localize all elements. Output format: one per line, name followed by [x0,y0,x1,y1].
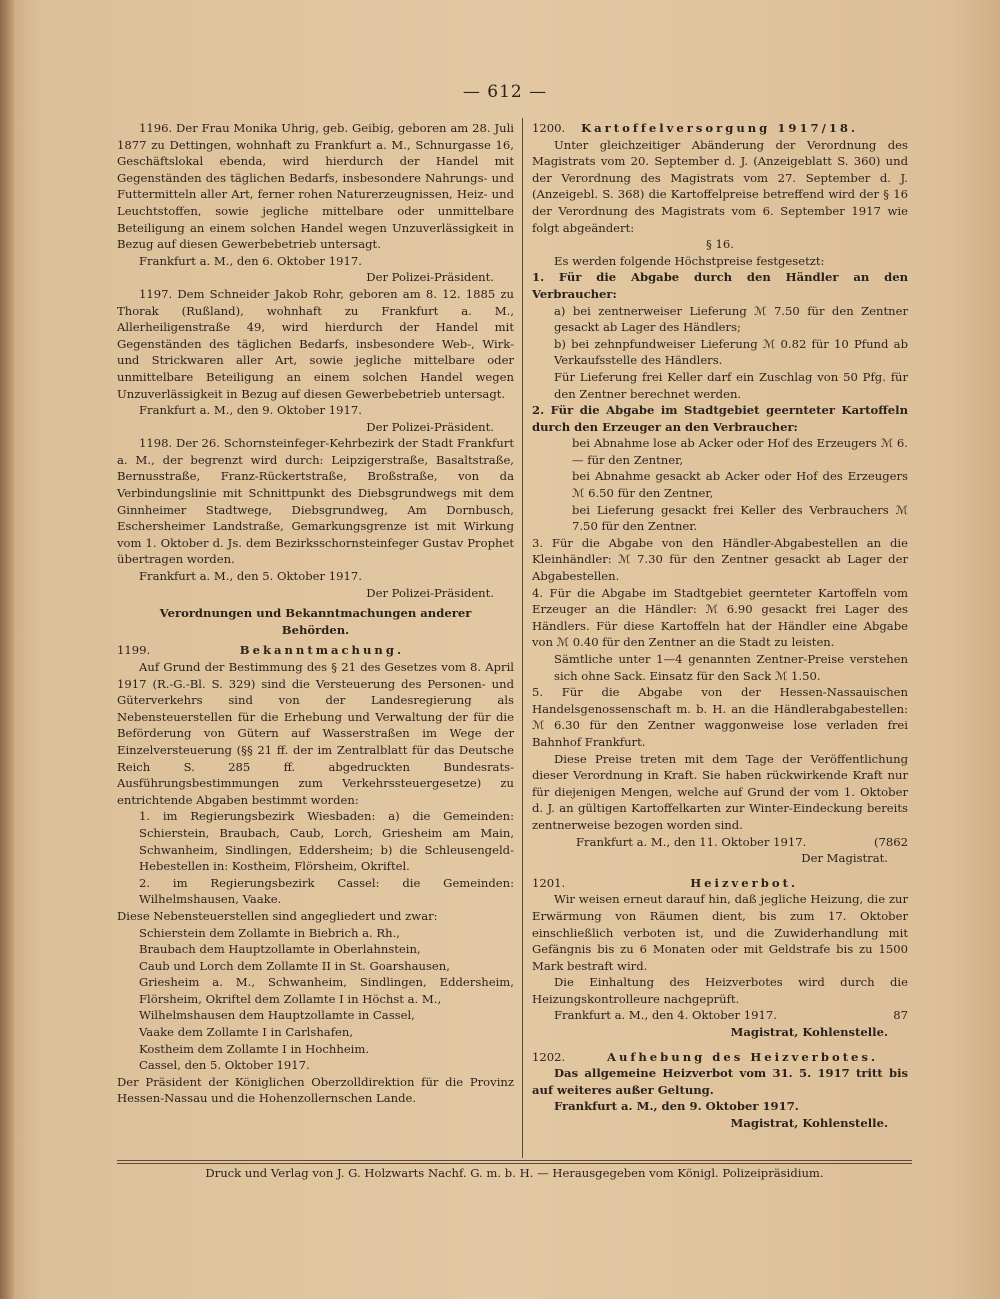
footer-rule-2 [117,1163,912,1164]
notice-1196: 1196. Der Frau Monika Uhrig, geb. Geibig, geboren am 28. Juli 1877 zu Dettingen, wohnhaft zu Frankfurt a. M., Schnurgasse 16, Geschäftslokal ebenda, wird hierdurch der Handel mit Gegenständen des täglichen Bedarfs, insbesondere Nahrungs- und Futtermitteln aller Art, ferner rohen Naturerzeugnissen, Heiz- und Leuchtstoffen, sowie jegliche mittelbare oder unmittelbare Beteiligung an einem solchen Handel wegen Unzuverlässigkeit in Bezug auf diesen Gewerbebetrieb untersagt. [117,121,514,252]
notice-1202-header [532,1049,908,1066]
price-item-2b: bei Abnahme gesackt ab Acker oder Hof des Erzeugers ℳ 6.50 für den Zentner, [572,469,908,501]
notice-1200-number: 1200. [532,121,566,135]
notice-1199-header [117,642,514,659]
notice-1201-header [532,875,908,892]
notice-1196-date: Frankfurt a. M., den 6. Oktober 1917. [139,253,362,268]
notice-1199-list-1: 1. im Regierungsbezirk Wiesbaden: a) die Gemeinden: Schierstein, Braubach, Caub, Lorch, Griesheim am Main, Schwanheim, Sindlingen, Eddersheim; b) die Schleusengeld-Hebestellen in: Kostheim, Flörsheim, Okriftel. [139,809,514,874]
notice-1200-signature: Der Magistrat. [801,851,888,866]
price-item-2a: bei Abnahme lose ab Acker oder Hof des Erzeugers ℳ 6.— für den Zentner, [572,436,908,467]
notice-1199-date: Cassel, den 5. Oktober 1917. [139,1058,310,1073]
price-item-5: 5. Für die Abgabe von der Hessen-Nassauischen Handelsgenossenschaft m. b. H. an die Händlerabgabestellen: ℳ 6.30 für den Zentner waggonweise lose verladen frei Bahnhof Frankfurt. [532,685,908,749]
notice-1202-signature: Magistrat, Kohlenstelle. [730,1116,888,1131]
price-item-2: 2. Für die Abgabe im Stadtgebiet geernteter Kartoffeln durch den Erzeuger an den Verbraucher: [532,403,908,434]
price-item-2c: bei Lieferung gesackt frei Keller des Verbrauchers ℳ 7.50 für den Zentner. [572,502,908,534]
price-intro: Es werden folgende Höchstpreise festgesetzt: [554,253,825,268]
notice-1201-signature: Magistrat, Kohlenstelle. [730,1025,888,1040]
notice-1201-number: 1201. [532,875,566,890]
notice-1202-title: Aufhebung des Heizverbotes. [606,1049,878,1064]
notice-1199-assign-6: Vaake dem Zollamte I in Carlshafen, [139,1025,354,1040]
notice-1198: 1198. Der 26. Schornsteinfeger-Kehrbezirk der Stadt Frankfurt a. M., der begrenzt wird durch: Leipzigerstraße, Basaltstraße, Bernusstraße, Franz-Rückertstraße, Broßstraße, von da Verbindungslinie mit Schnittpunkt des Diebsgrundwegs mit dem Ginnheimer Stadtwege, Diebsgrundweg, Am Dornbusch, Eschersheimer Landstraße, Gemarkungsgrenze ist mit Wirkung vom 1. Oktober d. Js. dem Bezirksschornsteinfeger Gustav Prophet übertragen worden. [117,436,514,567]
price-item-3: 3. Für die Abgabe von den Händler-Abgabestellen an die Kleinhändler: ℳ 7.30 für den Zentner gesackt ab Lager der Abgabestellen. [532,535,908,584]
page-number: — 612 — [462,82,548,102]
notice-1201-body-2: Die Einhaltung des Heizverbotes wird durch die Heizungskontrolleure nachgeprüft. [532,975,908,1006]
notice-1199-assign-2: Braubach dem Hauptzollamte in Oberlahnstein, [139,942,421,957]
notice-1196-signature: Der Polizei-Präsident. [366,270,494,285]
notice-1199-assign-7: Kostheim dem Zollamte I in Hochheim. [139,1041,370,1056]
notice-1197-signature: Der Polizei-Präsident. [366,419,494,434]
section-heading: Verordnungen und Bekanntmachungen anderer Behörden. [159,606,472,637]
notice-1200-date-row [532,834,908,851]
column-divider [522,118,523,1158]
paragraph-16: § 16. [706,237,734,252]
notice-1199-list-2: 2. im Regierungsbezirk Cassel: die Gemeinden: Wilhelmshausen, Vaake. [139,875,514,907]
binding-edge [0,0,14,1299]
price-item-4: 4. Für die Abgabe im Stadtgebiet geernteter Kartoffeln vom Erzeuger an die Händler: ℳ 6.90 gesackt frei Lager des Händlers. Für diese Kartoffeln hat der Händler eine Abgabe von ℳ 0.40 für den Zentner an die Stadt zu leisten. [532,585,908,650]
price-effective: Diese Preise treten mit dem Tage der Veröffentlichung dieser Verordnung in Kraft. Sie haben rückwirkende Kraft nur für diejenigen Mengen, welche auf Grund der vom 1. Oktober d. J. an gültigen Kartoffelkarten zur Winter-Eindeckung bereits zentnerweise bezogen worden sind. [532,751,908,832]
notice-1197-date: Frankfurt a. M., den 9. Oktober 1917. [139,403,362,418]
notice-1200-ref: (7862 [873,834,908,849]
notice-1198-signature: Der Polizei-Präsident. [366,585,494,600]
notice-1198-date: Frankfurt a. M., den 5. Oktober 1917. [139,569,362,584]
notice-1199-body: Auf Grund der Bestimmung des § 21 des Gesetzes vom 8. April 1917 (R.-G.-Bl. S. 329) sind die Versteuerung des Personen- und Güterverkehrs sind von der Landesregierung als Nebensteuerstellen für die Erhebung und Verwaltung der für die Beförderung von Gütern auf Wasserstraßen im Wege der Einzelversteuerung (§§ 21 ff. der im Zentralblatt für das Deutsche Reich S. 285 ff. abgedruckten Bundesrats-Ausführungsbestimmungen zum Verkehrssteuergesetze) zu entrichtende Abgaben bestimmt worden: [117,660,514,807]
notice-1200-title: Kartoffelversorgung 1917/18. [581,121,858,135]
notice-1202-date: Frankfurt a. M., den 9. Oktober 1917. [554,1099,799,1114]
notice-1199-signature: Der Präsident der Königlichen Oberzolldirektion für die Provinz Hessen-Nassau und die Hohenzollernschen Lande. [117,1074,514,1106]
notice-1199-mid: Diese Nebensteuerstellen sind angegliedert und zwar: [117,908,438,923]
notice-1199-assign-5: Wilhelmshausen dem Hauptzollamte in Cassel, [139,1008,415,1023]
price-item-1: 1. Für die Abgabe durch den Händler an den Verbraucher: [532,270,908,301]
footer-rule [117,1160,912,1161]
notice-1201-title: Heizverbot. [690,875,798,890]
notice-1201-date-row [532,1007,908,1024]
notice-1201-date: Frankfurt a. M., den 4. Oktober 1917. [554,1008,777,1023]
notice-1200-intro: Unter gleichzeitiger Abänderung der Verordnung des Magistrats vom 20. September d. J. (Anzeigeblatt S. 360) und der Verordnung des Magistrats vom 27. September d. J. (Anzeigebl. S. 368) die Kartoffelpreise betreffend wird der § 16 der Verordnung des Magistrats vom 6. September 1917 wie folgt abgeändert: [532,137,908,235]
notice-1197: 1197. Dem Schneider Jakob Rohr, geboren am 8. 12. 1885 zu Thorak (Rußland), wohnhaft zu Frankfurt a. M., Allerheiligenstraße 49, wird hierdurch der Handel mit Gegenständen des täglichen Bedarfs, insbesondere Web-, Wirk- und Strickwaren aller Art, sowie jegliche mittelbare oder unmittelbare Beteiligung an einem solchen Handel wegen Unzuverlässigkeit in Bezug auf diesen Gewerbebetrieb untersagt. [117,286,514,401]
notice-1201-ref: 87 [893,1008,908,1023]
notice-1200-date: Frankfurt a. M., den 11. Oktober 1917. [576,834,807,849]
notice-1202-body: Das allgemeine Heizverbot vom 31. 5. 1917 tritt bis auf weiteres außer Geltung. [532,1066,908,1097]
right-column [532,120,908,1132]
price-item-1a: a) bei zentnerweiser Lieferung ℳ 7.50 für den Zentner gesackt ab Lager des Händlers; [554,303,908,335]
price-item-1c: Für Lieferung frei Keller darf ein Zuschlag von 50 Pfg. für den Zentner berechnet werden. [554,369,908,401]
notice-1202-number: 1202. [532,1049,566,1064]
notice-1199-assign-3: Caub und Lorch dem Zollamte II in St. Goarshausen, [139,958,450,973]
notice-1199-title: Bekanntmachung. [239,643,404,658]
notice-1200-header [532,120,908,137]
notice-1199-assign-4: Griesheim a. M., Schwanheim, Sindlingen, Eddersheim, Flörsheim, Okriftel dem Zollamte I in Höchst a. M., [139,975,514,1006]
imprint-footer: Druck und Verlag von J. G. Holzwarts Nachf. G. m. b. H. — Herausgegeben vom Königl. Polizeipräsidium. [205,1166,824,1180]
left-column [117,120,514,1107]
price-item-4b: Sämtliche unter 1—4 genannten Zentner-Preise verstehen sich ohne Sack. Einsatz für den Sack ℳ 1.50. [554,652,908,683]
price-item-1b: b) bei zehnpfundweiser Lieferung ℳ 0.82 für 10 Pfund ab Verkaufsstelle des Händlers. [554,336,908,368]
notice-1199-number: 1199. [117,643,151,658]
notice-1199-assign-1: Schierstein dem Zollamte in Biebrich a. Rh., [139,925,400,940]
notice-1201-body: Wir weisen erneut darauf hin, daß jegliche Heizung, die zur Erwärmung von Räumen dient, bis zum 17. Oktober einschließlich verboten ist, und die Zuwiderhandlung mit Gefängnis bis zu 6 Monaten oder mit Geldstrafe bis zu 1500 Mark bestraft wird. [532,892,908,973]
